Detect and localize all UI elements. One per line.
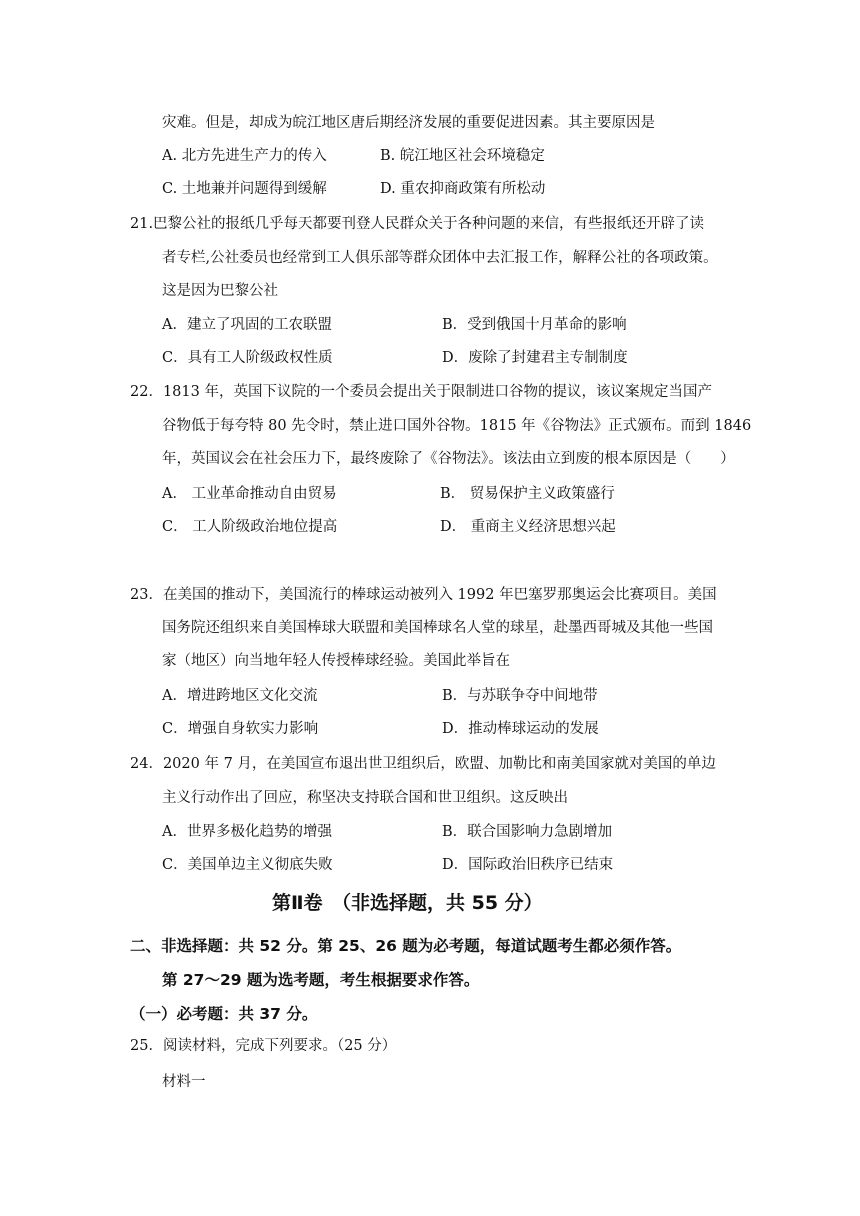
q23-stem-line2: 国务院还组织来自美国棒球大联盟和美国棒球名人堂的球星，赴墨西哥城及其他一些国 xyxy=(162,620,713,636)
q24-stem-line1: 24．2020 年 7 月，在美国宣布退出世卫组织后，欧盟、加勒比和南美国家就对美国的单边 xyxy=(130,756,716,772)
q22-stem-line3: 年，英国议会在社会压力下，最终废除了《谷物法》。该法由立到废的根本原因是（ ） xyxy=(162,451,735,467)
q23-stem-line3: 家（地区）向当地年轻人传授棒球经验。美国此举旨在 xyxy=(162,653,510,669)
q20-stem-continuation: 灾难。但是，却成为皖江地区唐后期经济发展的重要促进因素。其主要原因是 xyxy=(162,115,655,131)
q22-option-b: B． 贸易保护主义政策盛行 xyxy=(440,486,615,502)
q23-option-c: C．增强自身软实力影响 xyxy=(162,721,319,737)
q23-option-b: B．与苏联争夺中间地带 xyxy=(442,688,598,704)
q24-option-d: D．国际政治旧秩序已结束 xyxy=(442,857,614,873)
part2-title: 第Ⅱ卷 （非选择题，共 55 分） xyxy=(272,892,543,914)
q22-stem-line2: 谷物低于每夸特 80 先令时，禁止进口国外谷物。1815 年《谷物法》正式颁布。而到 1846 xyxy=(162,418,752,434)
q20-option-d: D. 重农抑商政策有所松动 xyxy=(380,181,546,197)
q24-option-b: B．联合国影响力急剧增加 xyxy=(442,824,613,840)
q21-option-c: C．具有工人阶级政权性质 xyxy=(162,350,333,366)
q23-option-d: D．推动棒球运动的发展 xyxy=(442,721,599,737)
q23-option-a: A．增进跨地区文化交流 xyxy=(162,688,318,704)
q24-option-a: A．世界多极化趋势的增强 xyxy=(162,824,332,840)
subsection-heading: （一）必考题：共 37 分。 xyxy=(130,1005,318,1023)
q20-option-c: C. 土地兼并问题得到缓解 xyxy=(162,181,327,197)
q22-option-a: A． 工业革命推动自由贸易 xyxy=(162,486,337,502)
q20-option-b: B. 皖江地区社会环境稳定 xyxy=(380,148,545,164)
q21-option-a: A．建立了巩固的工农联盟 xyxy=(162,317,332,333)
q24-stem-line2: 主义行动作出了回应，称坚决支持联合国和世卫组织。这反映出 xyxy=(162,790,568,806)
q24-option-c: C．美国单边主义彻底失败 xyxy=(162,857,333,873)
q22-option-d: D． 重商主义经济思想兴起 xyxy=(440,519,616,535)
q21-option-b: B．受到俄国十月革命的影响 xyxy=(442,317,627,333)
section-heading-line1: 二、非选择题：共 52 分。第 25、26 题为必考题，每道试题考生都必须作答。 xyxy=(130,937,682,955)
q21-stem-line2: 者专栏,公社委员也经常到工人俱乐部等群众团体中去汇报工作，解释公社的各项政策。 xyxy=(162,250,718,266)
section-heading-line2: 第 27～29 题为选考题，考生根据要求作答。 xyxy=(162,971,480,989)
q23-stem-line1: 23．在美国的推动下，美国流行的棒球运动被列入 1992 年巴塞罗那奥运会比赛项目。美国 xyxy=(130,587,717,603)
q21-option-d: D．废除了封建君主专制制度 xyxy=(442,350,628,366)
q22-option-c: C． 工人阶级政治地位提高 xyxy=(162,519,338,535)
q25-stem: 25．阅读材料，完成下列要求。（25 分） xyxy=(130,1038,397,1054)
q21-stem-line3: 这是因为巴黎公社 xyxy=(162,283,278,299)
q25-material-label: 材料一 xyxy=(162,1074,206,1090)
q20-option-a: A. 北方先进生产力的传入 xyxy=(162,148,327,164)
q22-stem-line1: 22．1813 年，英国下议院的一个委员会提出关于限制进口谷物的提议，该议案规定当国产 xyxy=(130,384,712,400)
q21-stem-line1: 21.巴黎公社的报纸几乎每天都要刊登人民群众关于各种问题的来信，有些报纸还开辟了读 xyxy=(130,216,705,232)
